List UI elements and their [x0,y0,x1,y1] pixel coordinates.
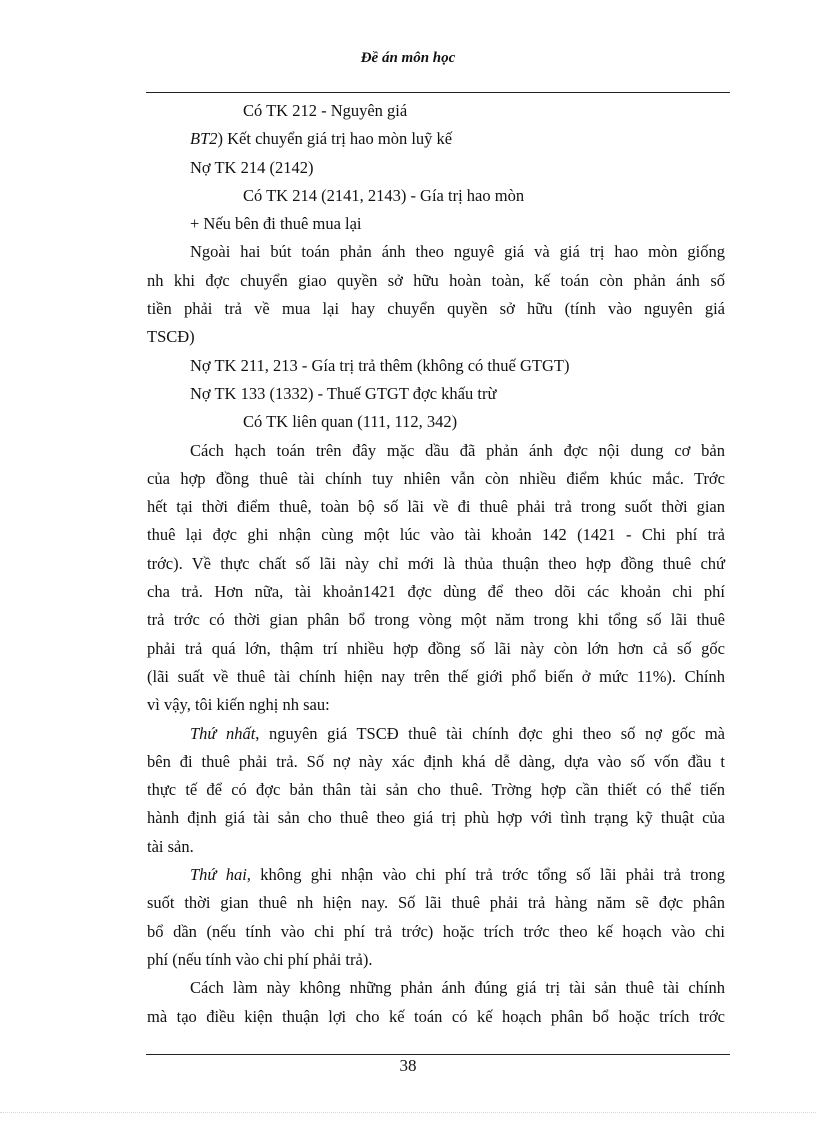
text-line-content: , không ghi nhận vào chi phí trả trớc tổng số lãi phải trả trong [246,865,725,885]
text-line [147,720,725,748]
text-line: hết tại thời điểm thuê, toàn bộ số lãi về đi thuê phải trả trong suốt thời gian [147,497,725,517]
text-line-content: , nguyên giá TSCĐ thuê tài chính đợc ghi theo số nợ gốc mà [255,723,725,743]
text-line: nh khi đợc chuyển giao quyền sở hữu hoàn toàn, kế toán còn phản ánh số [147,270,725,290]
page-header-title: Đề án môn học [360,50,456,66]
page-edge-dots [0,1112,816,1113]
text-line: Ngoài hai bút toán phản ánh theo nguyê giá và giá trị hao mòn giống [190,242,725,262]
text-line: cha trả. Hơn nữa, tài khoản1421 đợc dùng để theo dõi các khoản chi phí [147,582,725,602]
text-line: hành định giá tài sản cho thuê theo giá trị phù hợp với tình trạng kỹ thuật của [147,808,725,828]
italic-label: BT2 [190,129,218,149]
text-line: + Nếu bên đi thuê mua lại [190,214,362,234]
text-line: mà tạo điều kiện thuận lợi cho kế toán có kế hoạch phân bổ hoặc trích trớc [147,1006,725,1026]
text-line: Có TK 212 - Nguyên giá [243,101,408,120]
text-line [147,125,725,153]
page-number: 38 [399,1056,417,1075]
text-line: Nợ TK 211, 213 - Gía trị trả thêm (không có thuế GTGT) [190,355,570,375]
text-line [147,861,725,889]
italic-label: Thứ hai [190,865,247,885]
text-line: thuê lại đợc ghi nhận cùng một lúc vào tài khoản 142 (1421 - Chi phí trả [147,525,725,545]
text-line-content: ) Kết chuyển giá trị hao mòn luỹ kế [217,129,453,149]
footer-divider [146,1054,730,1055]
header-divider [146,92,730,93]
text-line: trả trớc có thời gian phân bổ trong vòng một năm trong khi tổng số lãi thuê [147,610,725,630]
text-line: bổ dần (nếu tính vào chi phí trả trớc) hoặc trích trớc theo kế hoạch vào chi [147,921,725,941]
text-line: Nợ TK 133 (1332) - Thuế GTGT đợc khấu trừ [190,383,497,403]
text-line: tài sản. [147,836,194,856]
text-line: phải trả quá lớn, thậm trí nhiều hợp đồng số lãi này còn lớn hơn cả số gốc [147,638,725,658]
text-line: Có TK 214 (2141, 2143) - Gía trị hao mòn [243,185,525,205]
text-line: Có TK liên quan (111, 112, 342) [243,412,458,432]
text-line: thực tế để có đợc bản thân tài sản cho thuê. Trờng hợp cần thiết có thể tiến [147,780,725,800]
document-body [147,97,725,1031]
text-line: tiền phải trả về mua lại hay chuyển quyền sở hữu (tính vào nguyên giá [147,299,725,319]
text-line: TSCĐ) [147,327,195,347]
text-line: phí (nếu tính vào chi phí phải trả). [147,949,373,969]
text-line: bên đi thuê phải trả. Số nợ này xác định khá dễ dàng, dựa vào số vốn đầu t [147,751,725,771]
text-line: trớc). Về thực chất số lãi này chỉ mới là thủa thuận theo hợp đồng thuê chứ [147,553,725,573]
text-line: vì vậy, tôi kiến nghị nh sau: [147,695,330,715]
text-line: Nợ TK 214 (2142) [190,157,314,177]
text-line: (lãi suất về thuê tài chính hiện nay trên thế giới phổ biến ở mức 11%). Chính [147,666,725,686]
text-line: Cách hạch toán trên đây mặc dầu đã phản ánh đợc nội dung cơ bản [190,440,725,460]
text-line: của hợp đồng thuê tài chính tuy nhiên vẫn còn nhiều điểm khúc mắc. Trớc [147,468,725,488]
text-line: Cách làm này không những phản ánh đúng giá trị tài sản thuê tài chính [190,978,725,998]
italic-label: Thứ nhất [190,723,256,743]
text-line: suốt thời gian thuê nh hiện nay. Số lãi thuê phải trả hàng năm sẽ đợc phân [147,893,725,913]
